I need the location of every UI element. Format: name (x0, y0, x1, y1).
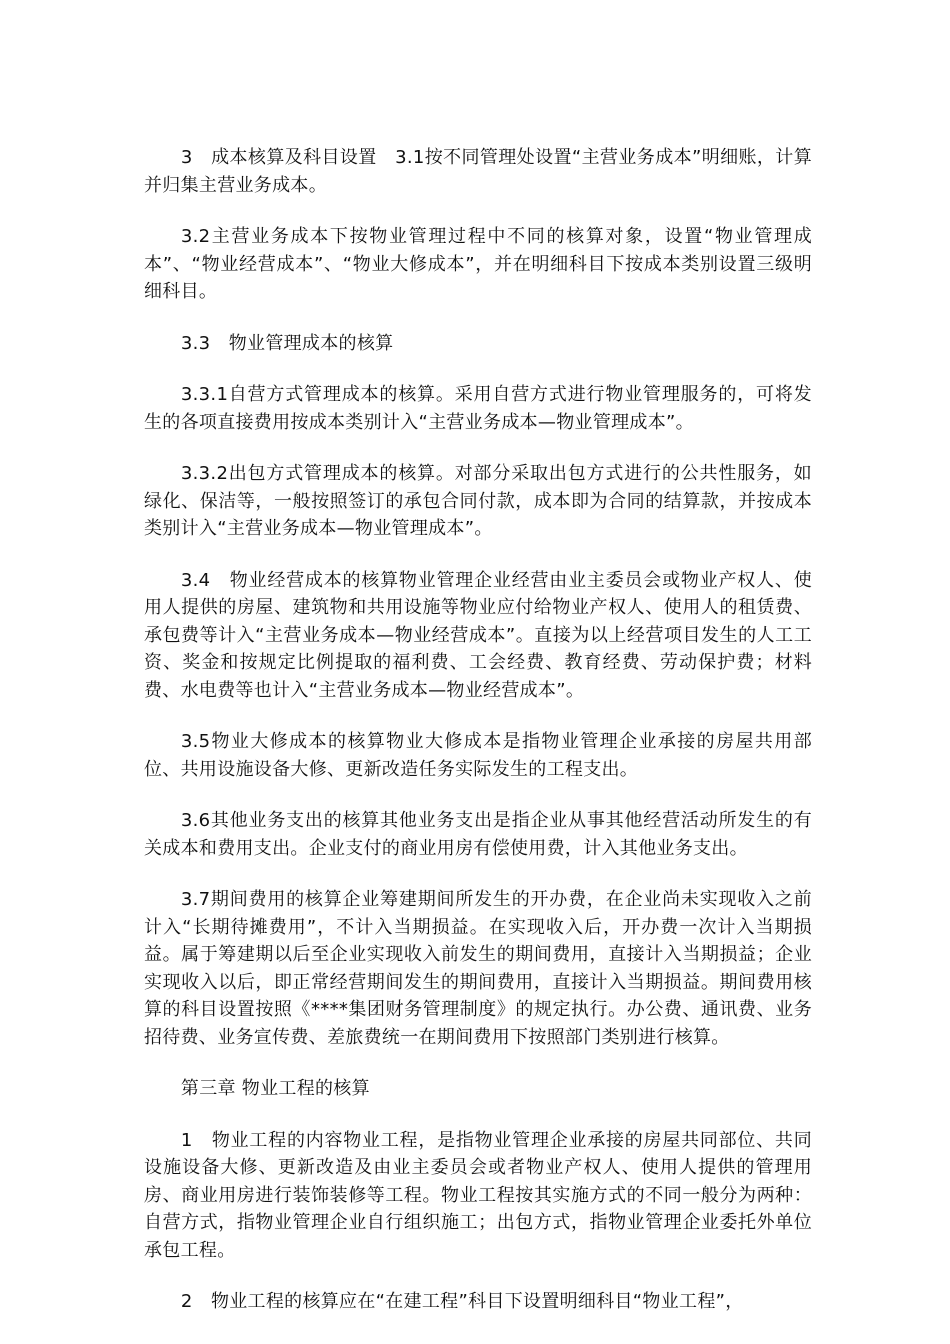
paragraph-3-7: 3.7期间费用的核算企业筹建期间所发生的开办费，在企业尚未实现收入之前计入“长期待摊费用”，不计入当期损益。在实现收入后，开办费一次计入当期损益。属于筹建期以后至企业实现收入前发生的期间费用，直接计入当期损益；企业实现收入以后，即正常经营期间发生的期间费用，直接计入当期损益。期间费用核算的科目设置按照《****集团财务管理制度》的规定执行。办公费、通讯费、业务招待费、业务宣传费、差旅费统一在期间费用下按照部门类别进行核算。 (144, 889, 812, 1048)
paragraph-3-2: 3.2主营业务成本下按物业管理过程中不同的核算对象，设置“物业管理成本”、“物业经营成本”、“物业大修成本”，并在明细科目下按成本类别设置三级明细科目。 (144, 226, 812, 302)
chapter-3-heading: 第三章 物业工程的核算 (180, 1078, 370, 1099)
paragraph-3-6: 3.6其他业务支出的核算其他业务支出是指企业从事其他经营活动所发生的有关成本和费用支出。企业支付的商业用房有偿使用费，计入其他业务支出。 (144, 810, 812, 859)
document-body (144, 144, 812, 1340)
paragraph-3-3-2: 3.3.2出包方式管理成本的核算。对部分采取出包方式进行的公共性服务，如绿化、保洁等，一般按照签订的承包合同付款，成本即为合同的结算款，并按成本类别计入“主营业务成本—物业管理成本”。 (144, 463, 812, 539)
paragraph-3-4: 3.4 物业经营成本的核算物业管理企业经营由业主委员会或物业产权人、使用人提供的房屋、建筑物和共用设施等物业应付给物业产权人、使用人的租赁费、承包费等计入“主营业务成本—物业经营成本”。直接为以上经营项目发生的人工工资、奖金和按规定比例提取的福利费、工会经费、教育经费、劳动保护费；材料费、水电费等也计入“主营业务成本—物业经营成本”。 (144, 569, 812, 701)
paragraph-3-5: 3.5物业大修成本的核算物业大修成本是指物业管理企业承接的房屋共用部位、共用设施设备大修、更新改造任务实际发生的工程支出。 (144, 731, 812, 780)
paragraph-chapter3-1: 1 物业工程的内容物业工程，是指物业管理企业承接的房屋共同部位、共同设施设备大修、更新改造及由业主委员会或者物业产权人、使用人提供的管理用房、商业用房进行装饰装修等工程。物业工程按其实施方式的不同一般分为两种：自营方式，指物业管理企业自行组织施工；出包方式，指物业管理企业委托外单位承包工程。 (144, 1129, 812, 1261)
paragraph-chapter3-2: 2 物业工程的核算应在“在建工程”科目下设置明细科目“物业工程”， (180, 1291, 744, 1312)
paragraph-3-3-1: 3.3.1自营方式管理成本的核算。采用自营方式进行物业管理服务的，可将发生的各项直接费用按成本类别计入“主营业务成本—物业管理成本”。 (144, 384, 812, 433)
paragraph-3-cost-accounting: 3 成本核算及科目设置 3.1按不同管理处设置“主营业务成本”明细账，计算并归集主营业务成本。 (144, 147, 812, 196)
paragraph-3-3-heading: 3.3 物业管理成本的核算 (180, 332, 394, 354)
